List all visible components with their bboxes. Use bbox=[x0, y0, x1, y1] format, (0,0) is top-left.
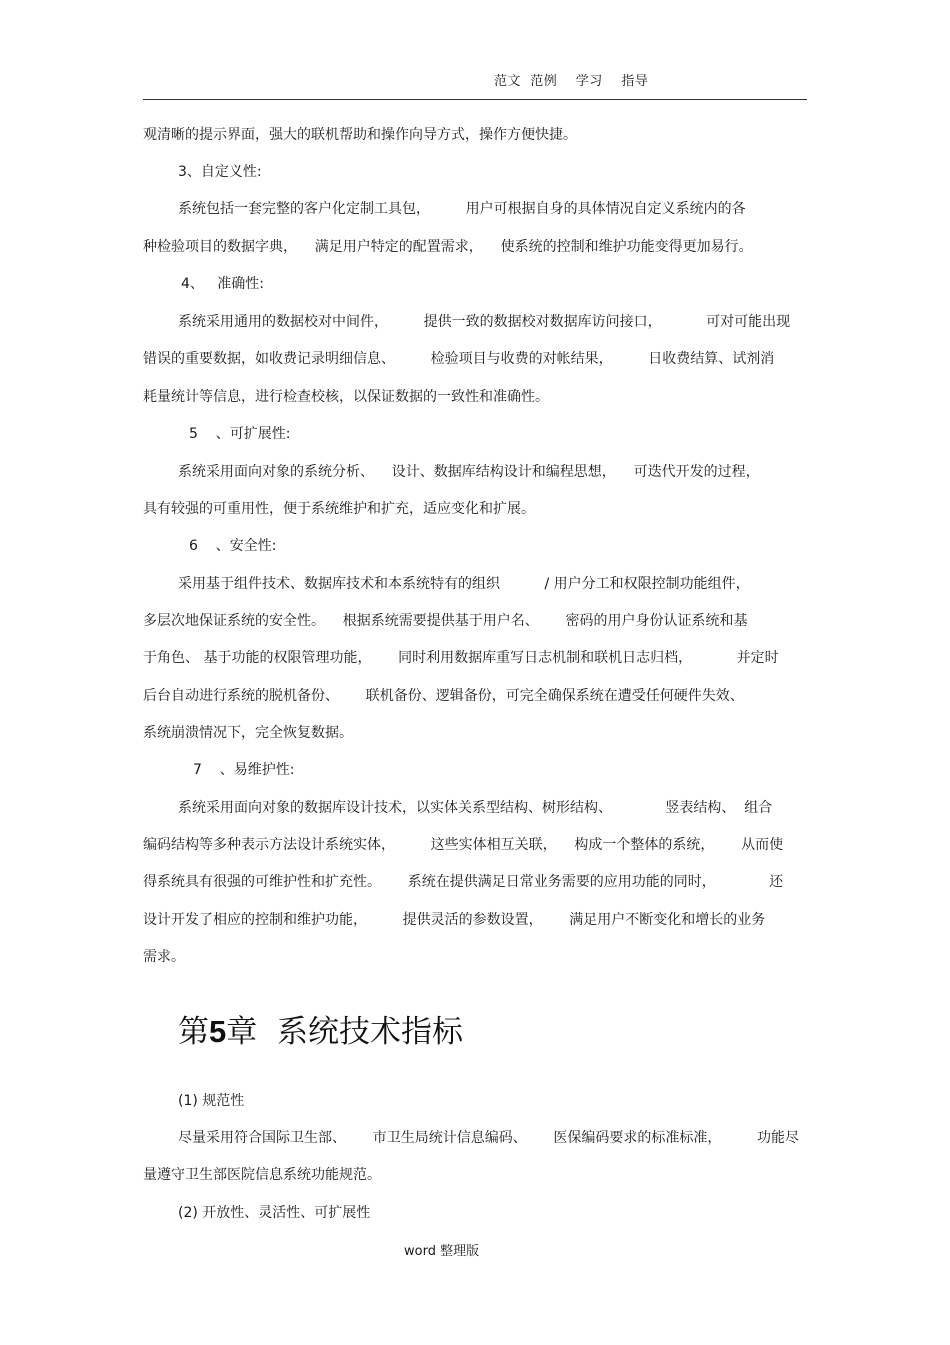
body-line-13: 采用基于组件技术、数据库技术和本系统特有的组织 / 用户分工和权限控制功能组件， bbox=[178, 576, 750, 592]
section-heading-maintainability: 7 、易维护性: bbox=[193, 762, 295, 778]
chapter-prefix: 第 bbox=[178, 1014, 209, 1050]
section-heading-security: 6 、安全性: bbox=[189, 538, 277, 554]
page-footer: word 整理版 bbox=[404, 1244, 480, 1259]
subsection-heading-1: (1) 规范性 bbox=[178, 1093, 245, 1109]
body-line-6: 系统采用通用的数据校对中间件， 提供一致的数据校对数据库访问接口， 可对可能出现 bbox=[178, 314, 791, 330]
body-line-1: 观清晰的提示界面，强大的联机帮助和操作向导方式，操作方便快捷。 bbox=[143, 127, 577, 143]
body-line-7: 错误的重要数据，如收费记录明细信息、 检验项目与收费的对帐结果， 日收费结算、试剂消 bbox=[143, 351, 775, 367]
body-line-16: 后台自动进行系统的脱机备份、 联机备份、逻辑备份，可完全确保系统在遭受任何硬件失效、 bbox=[143, 688, 744, 704]
body-line-23: 需求。 bbox=[143, 949, 185, 965]
body-line-22: 设计开发了相应的控制和维护功能， 提供灵活的参数设置， 满足用户不断变化和增长的业务 bbox=[143, 912, 766, 928]
body-line-26: 量遵守卫生部医院信息系统功能规范。 bbox=[143, 1167, 381, 1183]
chapter-title bbox=[178, 1010, 463, 1054]
body-line-21: 得系统具有很强的可维护性和扩充性。 系统在提供满足日常业务需要的应用功能的同时， 还 bbox=[143, 874, 784, 890]
section-heading-extensibility: 5 、可扩展性: bbox=[189, 426, 291, 442]
body-line-11: 具有较强的可重用性，便于系统维护和扩充，适应变化和扩展。 bbox=[143, 501, 535, 517]
section-heading-customizability: 3、自定义性: bbox=[178, 164, 262, 180]
body-line-19: 系统采用面向对象的数据库设计技术，以实体关系型结构、树形结构、 竖表结构、 组合 bbox=[178, 800, 773, 816]
section-heading-accuracy: 4、 准确性: bbox=[181, 276, 264, 292]
body-line-17: 系统崩溃情况下，完全恢复数据。 bbox=[143, 725, 353, 741]
body-line-25: 尽量采用符合国际卫生部、 市卫生局统计信息编码、 医保编码要求的标准标准， 功能尽 bbox=[178, 1130, 800, 1146]
chapter-suffix: 章 系统技术指标 bbox=[226, 1014, 463, 1050]
body-line-10: 系统采用面向对象的系统分析、 设计、数据库结构设计和编程思想， 可迭代开发的过程， bbox=[178, 464, 760, 480]
body-line-14: 多层次地保证系统的安全性。 根据系统需要提供基于用户名、 密码的用户身份认证系统和基 bbox=[143, 613, 748, 629]
body-line-20: 编码结构等多种表示方法设计系统实体， 这些实体相互关联， 构成一个整体的系统， 从而使 bbox=[143, 837, 784, 853]
page-header bbox=[0, 70, 950, 90]
body-line-8: 耗量统计等信息，进行检查校核，以保证数据的一致性和准确性。 bbox=[143, 389, 549, 405]
header-text: 范文 范例 学习 指导 bbox=[494, 74, 649, 89]
subsection-heading-2: (2) 开放性、灵活性、可扩展性 bbox=[178, 1205, 371, 1221]
body-line-4: 种检验项目的数据字典， 满足用户特定的配置需求， 使系统的控制和维护功能变得更加易行。 bbox=[143, 239, 753, 255]
header-rule bbox=[143, 99, 807, 100]
body-line-15: 于角色、 基于功能的权限管理功能， 同时利用数据库重写日志机制和联机日志归档， 并定时 bbox=[143, 650, 779, 666]
body-line-3: 系统包括一套完整的客户化定制工具包， 用户可根据自身的具体情况自定义系统内的各 bbox=[178, 201, 746, 217]
chapter-number: 5 bbox=[209, 1014, 227, 1049]
